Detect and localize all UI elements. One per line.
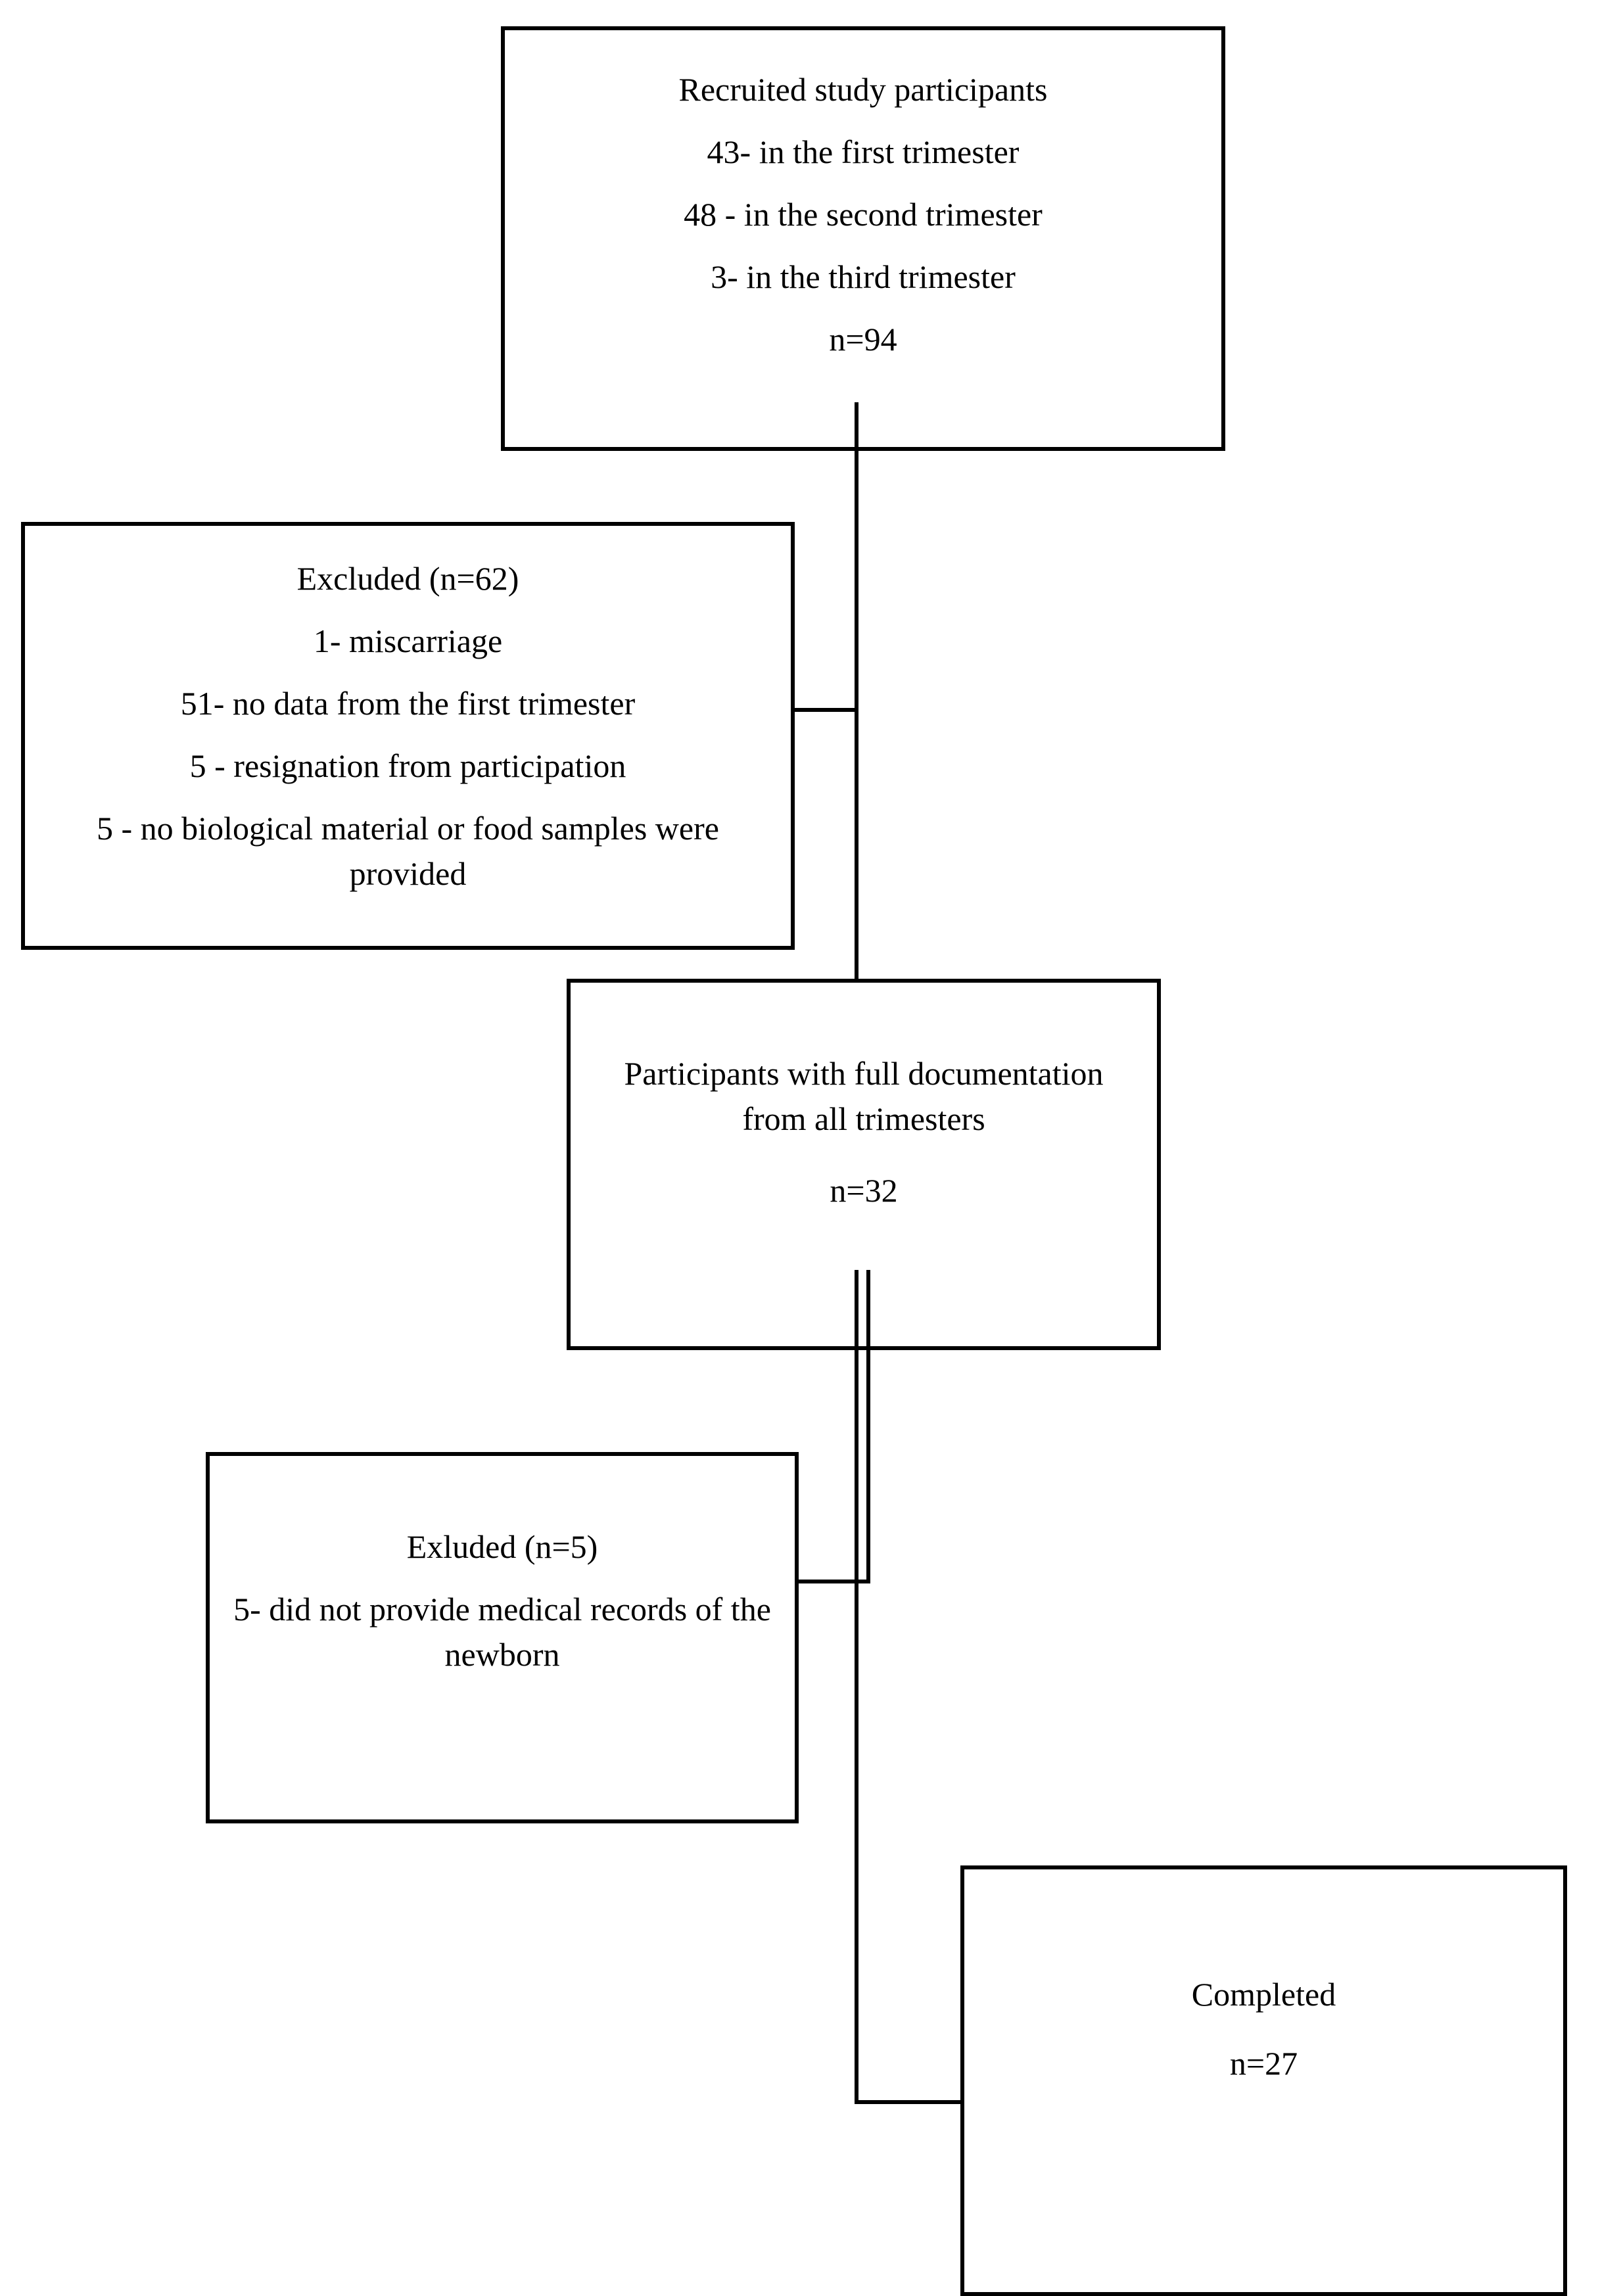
- connector-completed-elbow: [855, 2100, 964, 2104]
- excluded1-item-miscarriage: 1- miscarriage: [313, 622, 503, 659]
- excluded1-item-no-data: 51- no data from the first trimester: [180, 685, 636, 722]
- fulldoc-n-total: n=32: [830, 1172, 898, 1209]
- recruited-title: Recruited study participants: [678, 71, 1048, 108]
- connector-fulldoc-parallel-segment: [866, 1270, 870, 1583]
- excluded1-box: [21, 522, 795, 950]
- connector-recruited-to-fulldoc: [855, 402, 858, 983]
- fulldoc-box: [567, 979, 1161, 1350]
- recruited-item-third-trimester: 3- in the third trimester: [711, 258, 1016, 295]
- completed-n-total: n=27: [1229, 2045, 1298, 2082]
- excluded2-box: [206, 1452, 799, 1823]
- recruited-item-first-trimester: 43- in the first trimester: [707, 133, 1020, 170]
- completed-title: Completed: [1191, 1976, 1336, 2013]
- excluded1-item-resignation: 5 - resignation from participation: [189, 747, 626, 784]
- recruited-item-second-trimester: 48 - in the second trimester: [684, 196, 1043, 233]
- recruited-n-total: n=94: [829, 321, 897, 358]
- fulldoc-title: Participants with full documentation from all trimesters: [624, 1055, 1104, 1137]
- excluded1-item-no-samples: 5 - no biological material or food samples were provided: [97, 810, 719, 892]
- excluded1-title: Excluded (n=62): [296, 560, 519, 597]
- connector-excluded2-branch: [787, 1580, 870, 1583]
- excluded2-item-no-medical-records: 5- did not provide medical records of the newborn: [233, 1591, 771, 1673]
- connector-fulldoc-to-completed: [855, 1270, 858, 2104]
- recruited-box: [501, 26, 1225, 451]
- completed-box: [960, 1865, 1567, 2296]
- excluded2-title: Exluded (n=5): [406, 1528, 598, 1565]
